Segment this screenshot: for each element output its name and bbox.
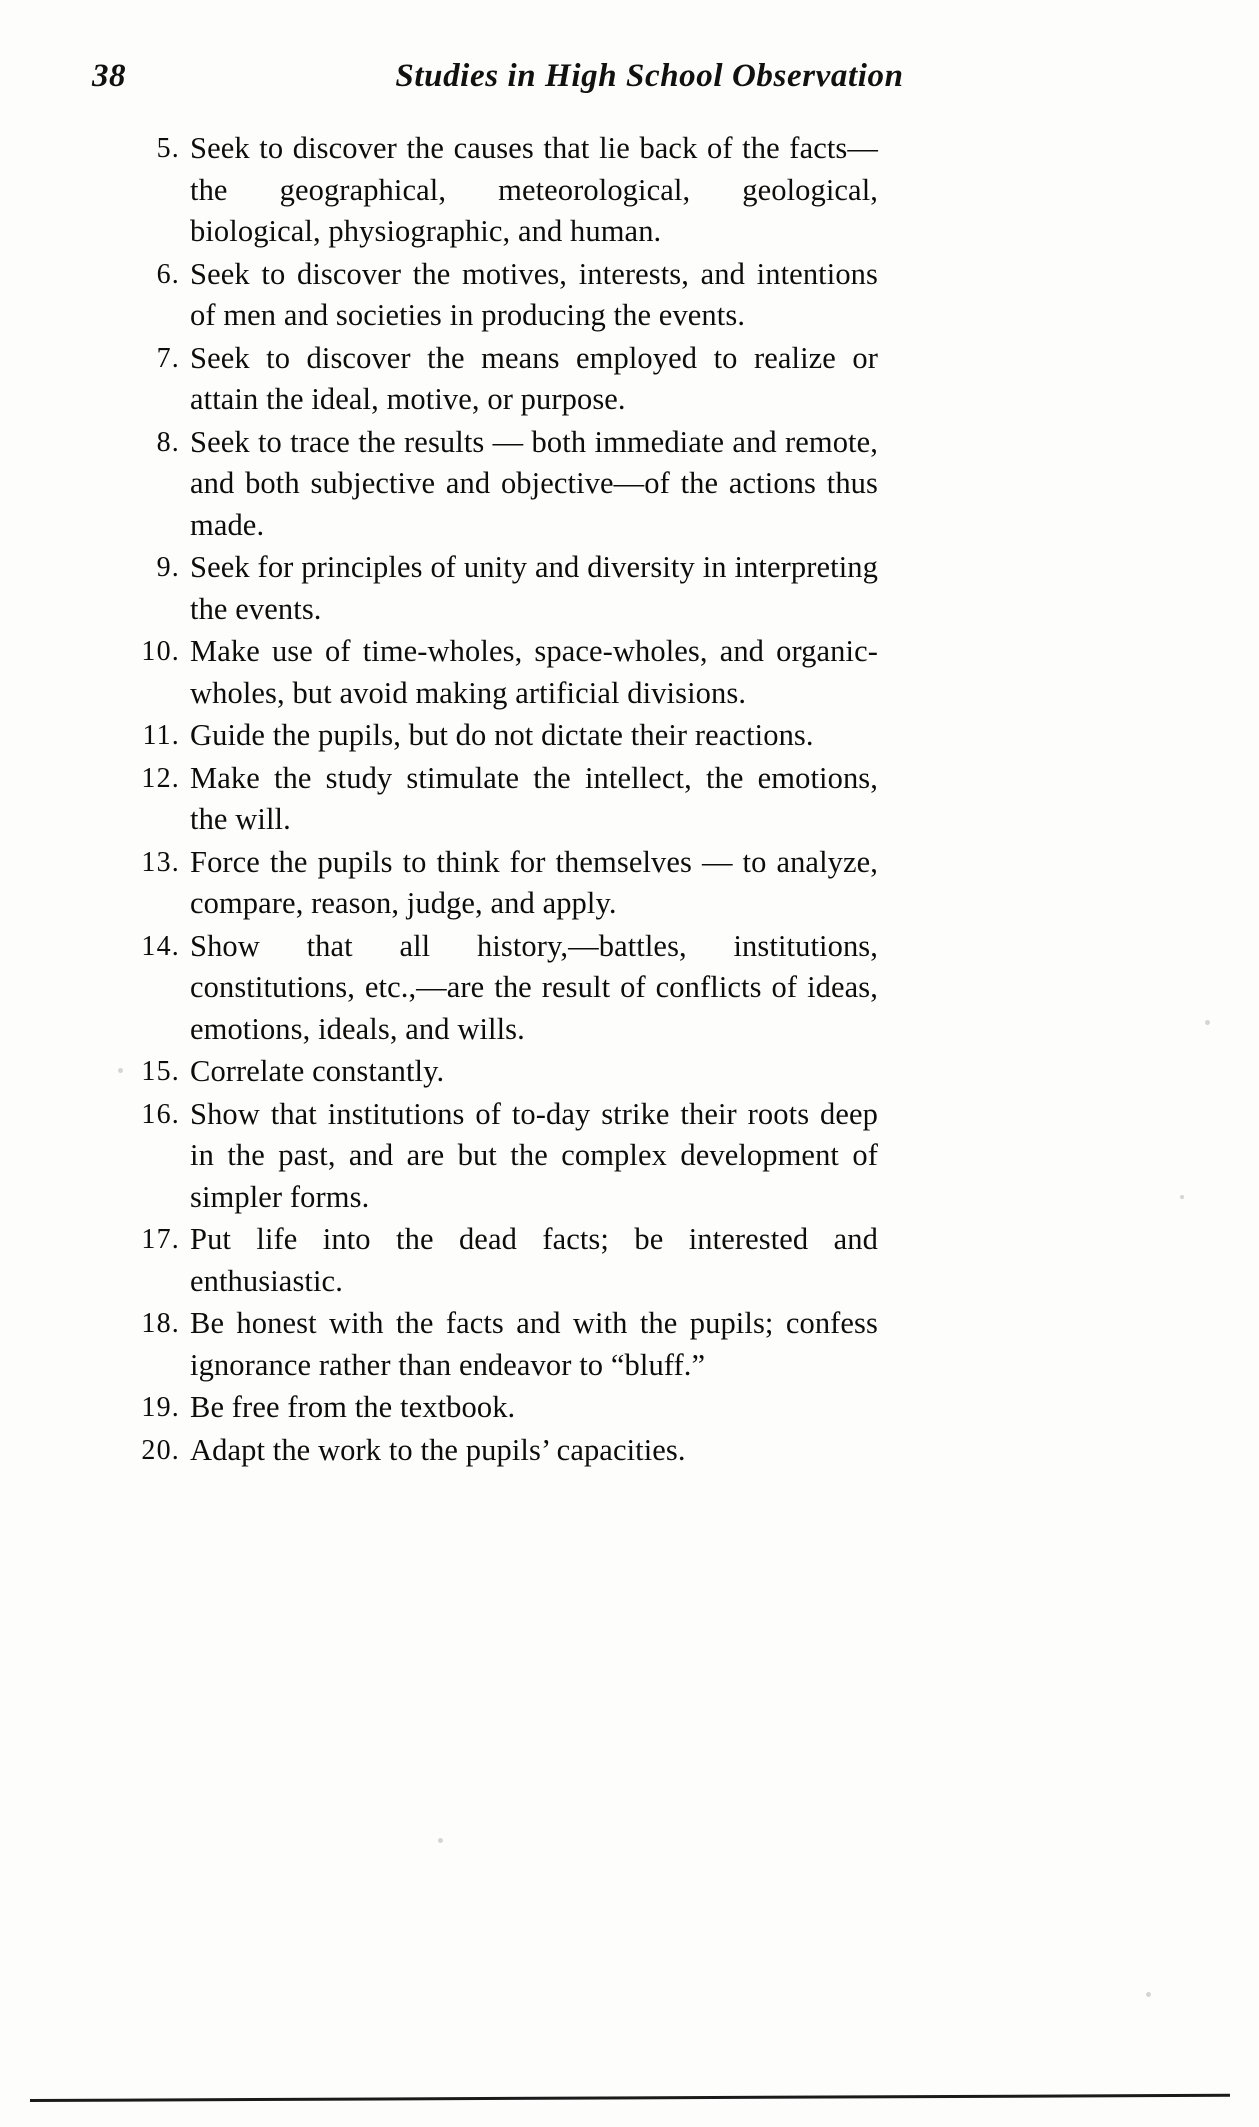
list-item: [128, 631, 878, 714]
list-item-number: 12.: [141, 762, 180, 794]
list-item-text: Be free from the textbook.: [190, 1390, 516, 1424]
scan-speck: [1180, 1195, 1184, 1199]
list-item-number: 10.: [141, 636, 180, 667]
list-item-text: Seek to discover the motives, interests, and intentions of men and societies in producing the events.: [190, 256, 878, 332]
list-item-text: Guide the pupils, but do not dictate their reactions.: [190, 718, 814, 752]
list-item-text: Put life into the dead facts; be interested and enthusiastic.: [190, 1222, 878, 1298]
list-item-number: 14.: [141, 930, 180, 962]
list-item-number: 6.: [156, 258, 180, 290]
list-item-text: Be honest with the facts and with the pupils; confess ignorance rather than endeavor to “bluff.”: [190, 1306, 878, 1382]
list-item: [128, 254, 878, 337]
list-item-number: 8.: [156, 426, 180, 458]
list-item-number: 19.: [141, 1392, 180, 1423]
page-bottom-rule: [0, 2095, 1259, 2109]
list-item-number: 18.: [141, 1308, 180, 1339]
list-item-number: 9.: [156, 552, 180, 583]
list-item-number: 20.: [141, 1434, 180, 1466]
list-item-text: Make use of time-wholes, space-wholes, and organic-wholes, but avoid making artificial divisions.: [190, 634, 878, 710]
list-item: [128, 842, 878, 925]
list-item-number: 16.: [141, 1098, 180, 1130]
list-item-text: Seek to discover the means employed to realize or attain the ideal, motive, or purpose.: [190, 340, 878, 416]
list-item-number: 17.: [141, 1224, 180, 1255]
list-item: [128, 715, 878, 757]
scan-speck: [118, 1068, 123, 1073]
list-item-number: 15.: [141, 1056, 180, 1087]
list-item: [128, 1387, 878, 1429]
list-item: [128, 1219, 878, 1302]
list-item: [128, 1051, 878, 1093]
list-item: [128, 1430, 878, 1472]
page-number: 38: [92, 58, 126, 94]
list-item-text: Adapt the work to the pupils’ capacities.: [190, 1432, 686, 1467]
list-item: [128, 1303, 878, 1386]
list-item-text: Seek to trace the results — both immediate and remote, and both subjective and objective—of the actions thus made.: [190, 424, 878, 542]
list-item-number: 13.: [141, 846, 180, 878]
list-item: [128, 338, 878, 421]
list-item: [128, 547, 878, 630]
list-item: [128, 128, 878, 253]
list-item-number: 7.: [156, 342, 180, 374]
scan-speck: [1146, 1992, 1151, 1997]
list-item-number: 5.: [156, 133, 180, 164]
list-item-text: Show that all history,—battles, institutions, constitutions, etc.,—are the result of conflicts of ideas, emotions, ideals, and wills.: [190, 928, 878, 1046]
rule-line: [30, 2094, 1230, 2102]
list-item-text: Seek to discover the causes that lie back of the facts—the geographical, meteorological, geological, biological, physiographic, and human.: [190, 131, 878, 248]
list-item: [128, 758, 878, 841]
list-item: [128, 422, 878, 547]
list-item-text: Seek for principles of unity and diversity in interpreting the events.: [190, 550, 878, 626]
page-body: [128, 128, 878, 1472]
running-title: Studies in High School Observation: [395, 58, 904, 94]
list-item-text: Make the study stimulate the intellect, the emotions, the will.: [190, 760, 878, 836]
numbered-list: [128, 128, 878, 1471]
list-item-text: Force the pupils to think for themselves — to analyze, compare, reason, judge, and apply.: [190, 844, 878, 920]
list-item: [128, 926, 878, 1051]
list-item-text: Correlate constantly.: [190, 1054, 445, 1088]
scan-speck: [1205, 1020, 1210, 1025]
page-header: [0, 58, 1259, 108]
scan-speck: [438, 1838, 443, 1843]
list-item-text: Show that institutions of to-day strike their roots deep in the past, and are but the complex development of simpler forms.: [190, 1096, 878, 1214]
list-item-number: 11.: [142, 720, 180, 751]
list-item: [128, 1094, 878, 1219]
